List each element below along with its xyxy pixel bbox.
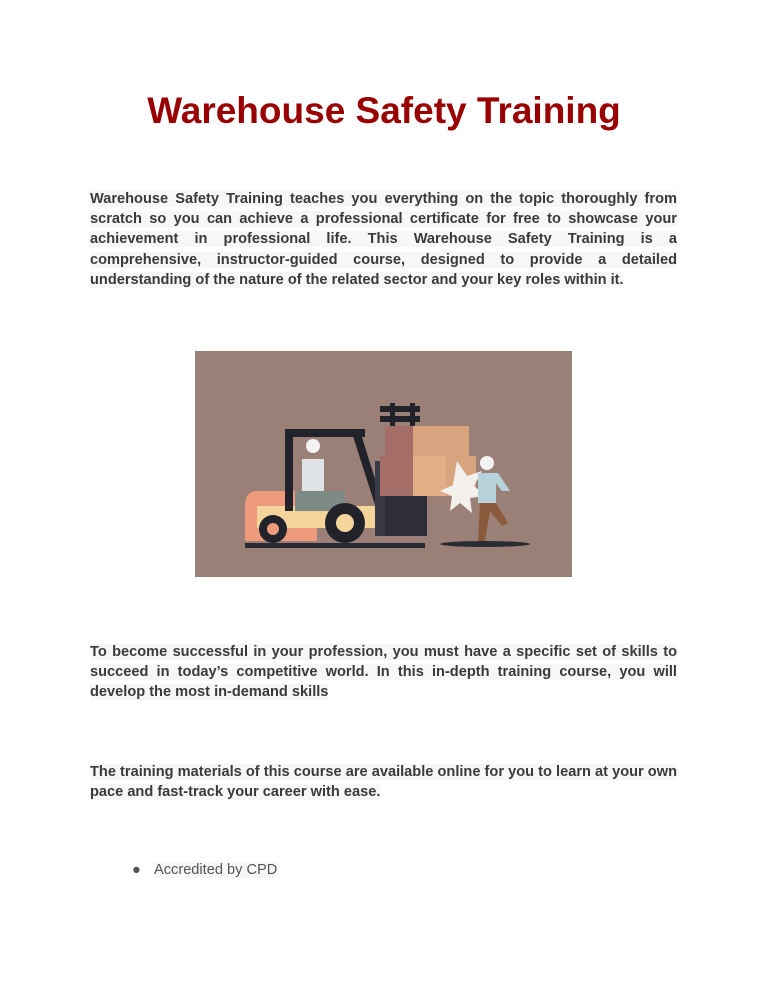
skills-text: To become successful in your profession, you must have a specific set of skills to succeed in today’s competitive world. In this in-depth training course, you will develop the most in-demand skills [90,644,677,701]
online-text: The training materials of this course are available online for you to learn at your own pace and fast-track your career with ease. [90,764,677,801]
online-paragraph [90,762,677,802]
intro-text: Warehouse Safety Training teaches you everything on the topic thoroughly from scratch so you can achieve a professional certificate for free to showcase your achievement in professional life. This Warehouse Safety Training is a comprehensive, instructor-guided course, designed to provide a detailed understanding of the nature of the related sector and your key roles within it. [90,191,677,288]
intro-paragraph [90,189,677,290]
bullet-list [132,862,277,878]
bullet-icon: ● [132,862,141,878]
skills-paragraph [90,642,677,703]
forklift-accident-illustration [195,351,572,577]
page-title: Warehouse Safety Training [147,90,621,131]
bullet-item: Accredited by CPD [154,862,278,878]
